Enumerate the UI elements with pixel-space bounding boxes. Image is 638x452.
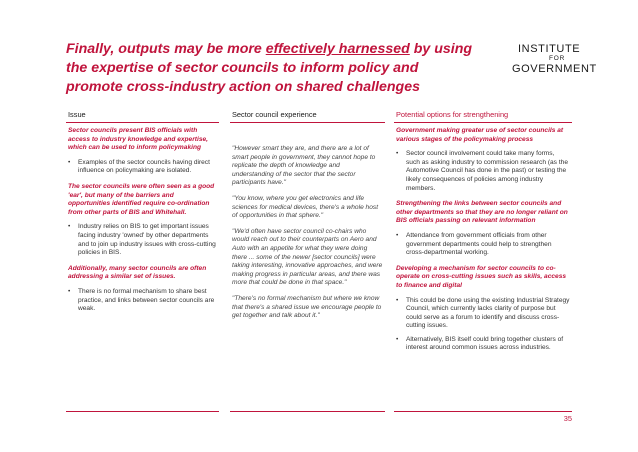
quote-2: "You know, where you get electronics and life sciences for medical devices, there's a whole host of opportunities in that sphere." — [232, 194, 379, 220]
page-title — [66, 40, 476, 97]
list-item: • Examples of the sector councils having direct influence on policymaking are isolated. — [68, 159, 217, 176]
list-item: • Industry relies on BIS to get important issues facing industry 'owned' by other departments and to join up industry issues with cross-cutting policies in BIS. — [68, 223, 217, 257]
issue-heading-2: The sector councils were often seen as a good 'ear', but many of the barriers and opportunities identified require co-ordination from other parts of BIS and Whitehall. — [68, 182, 215, 216]
options-body — [394, 123, 572, 412]
title-underlined-text: effectively harnessed — [265, 41, 410, 57]
issue-list-1 — [68, 159, 217, 176]
list-item: • Sector council involvement could take many forms, such as asking industry to commission research (as the Automotive Council has done in the past) or testing the likely consequences of policies among industry members. — [396, 150, 570, 193]
options-heading-1: Government making greater use of sector councils at various stages of the policymaking process — [396, 127, 564, 143]
quote-1: "However smart they are, and there are a lot of smart people in government, they cannot hope to replicate the depth of knowledge and understanding of the sector that the sector participants have." — [232, 145, 376, 187]
issue-heading-3: Additionally, many sector councils are often addressing a similar set of issues. — [68, 264, 207, 281]
quote-4: "There's no formal mechanism but where we know that there's a shared issue we encourage people to get together and talk about it." — [232, 294, 382, 320]
issue-header: Issue — [66, 108, 219, 123]
list-item: • Alternatively, BIS itself could bring together clusters of interest around common issues across industries. — [396, 336, 570, 353]
logo-line-2: FOR — [549, 55, 566, 62]
list-item: • There is no formal mechanism to share best practice, and links between sector councils are weak. — [68, 288, 217, 314]
issue-list-3 — [68, 288, 217, 314]
options-heading-3: Developing a mechanism for sector councils to co-operate on cross-cutting issues such as skills, access to finance and digital — [396, 264, 567, 289]
issue-list-2 — [68, 223, 217, 257]
list-item: • This could be done using the existing Industrial Strategy Council, which currently lacks clarity of purpose but could serve as a forum to identify and discuss cross-cutting issues. — [396, 297, 570, 331]
issue-heading-1: Sector councils present BIS officials with access to industry knowledge and expertise, which can be used to inform policymaking — [68, 127, 208, 152]
options-heading-2: Strengthening the links between sector councils and other departments so that they are no longer reliant on BIS officials passing on relevant information — [396, 200, 568, 225]
issue-body — [66, 123, 219, 412]
logo-line-3: GOVERNMENT — [512, 63, 597, 75]
institute-for-government-logo — [512, 43, 602, 75]
title-text-end: by using the expertise of sector councils to inform policy and promote cross-industry action on shared challenges — [66, 41, 473, 95]
experience-body — [230, 123, 385, 412]
logo-line-1: INSTITUTE — [518, 43, 581, 55]
list-item: • Attendance from government officials from other government departments could help to strengthen cross-departmental working. — [396, 232, 570, 258]
experience-column — [230, 108, 385, 412]
options-list-1 — [396, 150, 570, 193]
title-text: Finally, outputs may be more — [66, 41, 266, 57]
quote-3: "We'd often have sector council co-chairs who would reach out to their counterparts on Aero and Auto with an appetite for what they were doing there ... some of the newer [sector councils] were taking interesting, innovative approaches, and were making progress in particular areas, and there was more that could be done in that space." — [232, 227, 383, 287]
page-number: 35 — [563, 414, 572, 423]
options-list-3 — [396, 297, 570, 354]
options-column — [394, 108, 572, 412]
issue-column — [66, 108, 219, 412]
options-list-2 — [396, 232, 570, 258]
experience-header: Sector council experience — [230, 108, 385, 123]
options-header: Potential options for strengthening — [394, 108, 572, 123]
